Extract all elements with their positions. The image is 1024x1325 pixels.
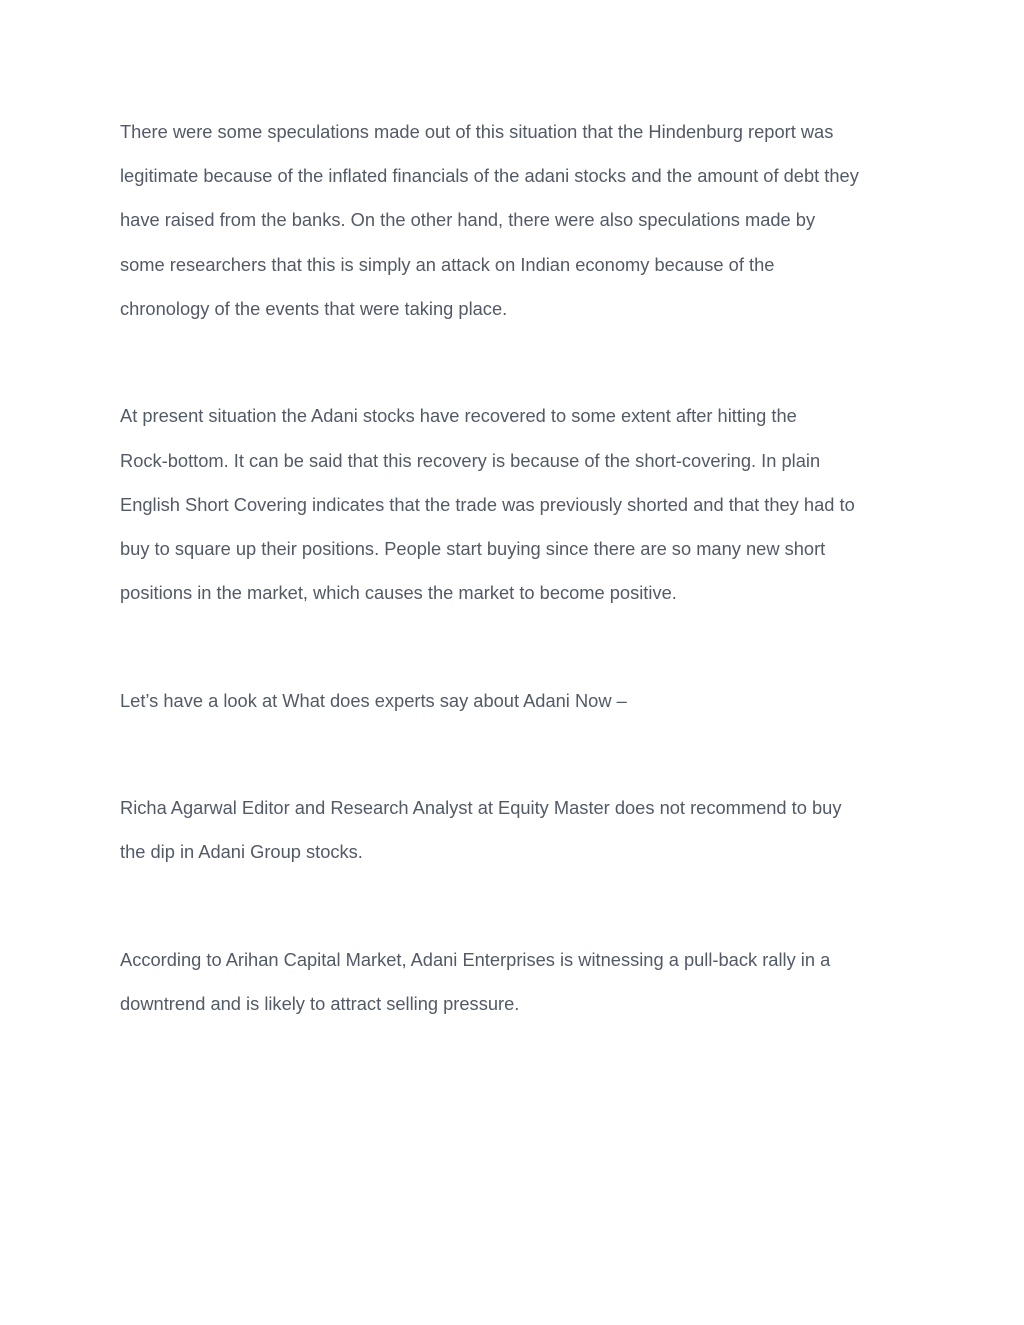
paragraph-spacer xyxy=(120,615,910,678)
text-line: buy to square up their positions. People start buying since there are so many new short xyxy=(120,537,826,559)
paragraph-short-covering xyxy=(120,394,910,615)
text-line: have raised from the banks. On the other hand, there were also speculations made by xyxy=(120,209,816,231)
paragraph-spacer xyxy=(120,875,910,938)
paragraph-spacer xyxy=(120,331,910,394)
paragraph-spacer xyxy=(120,723,910,786)
text-line: positions in the market, which causes the market to become positive. xyxy=(120,582,677,604)
text-line: downtrend and is likely to attract selling pressure. xyxy=(120,993,520,1015)
text-line: Rock-bottom. It can be said that this recovery is because of the short-covering. In plain xyxy=(120,449,821,471)
text-line: chronology of the events that were taking place. xyxy=(120,297,508,319)
text-line: Let’s have a look at What does experts say about Adani Now – xyxy=(120,689,627,711)
paragraph-hindenburg-speculation xyxy=(120,110,910,331)
text-line: some researchers that this is simply an attack on Indian economy because of the xyxy=(120,253,775,275)
text-line: According to Arihan Capital Market, Adani Enterprises is witnessing a pull-back rally in a xyxy=(120,949,831,970)
text-line: At present situation the Adani stocks have recovered to some extent after hitting the xyxy=(120,405,797,427)
document-body xyxy=(120,110,910,1026)
paragraph-experts-intro xyxy=(120,679,910,723)
text-line: the dip in Adani Group stocks. xyxy=(120,841,363,863)
paragraph-arihan-capital xyxy=(120,938,910,1026)
text-line: There were some speculations made out of this situation that the Hindenburg report was xyxy=(120,121,834,142)
paragraph-richa-agarwal xyxy=(120,786,910,874)
text-line: Richa Agarwal Editor and Research Analyst at Equity Master does not recommend to buy xyxy=(120,797,842,819)
text-line: English Short Covering indicates that the trade was previously shorted and that they had to xyxy=(120,493,855,515)
text-line: legitimate because of the inflated financials of the adani stocks and the amount of debt they xyxy=(120,165,859,187)
